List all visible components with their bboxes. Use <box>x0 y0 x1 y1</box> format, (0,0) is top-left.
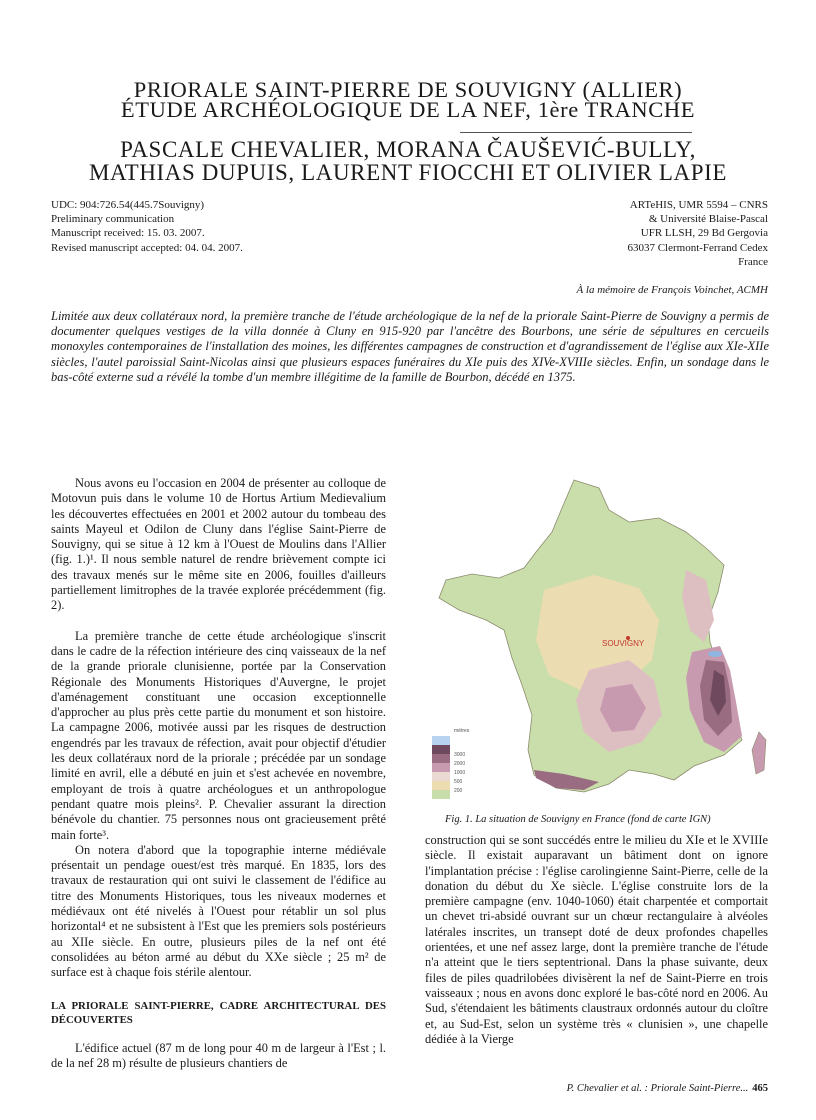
paragraph: L'édifice actuel (87 m de long pour 40 m de largeur à l'Est ; l. de la nef 28 m) résulte de plusieurs chantiers de <box>51 1040 386 1070</box>
legend-swatch <box>432 781 450 790</box>
page-footer <box>567 1083 768 1094</box>
map-of-france <box>424 470 774 810</box>
accepted-date: Revised manuscript accepted: 04. 04. 2007. <box>51 241 243 254</box>
paragraph: Nous avons eu l'occasion en 2004 de présenter au colloque de Motovun puis dans le volume 10 de Hortus Artium Medievalium les découvertes effectuées en 2001 et 2002 autour du tombeau des saints Mayeul et Odilon de Cluny dans l'église Saint-Pierre de Souvigny, qui se situe à 12 km à l'Ouest de Moulins dans l'Allier (fig. 1.)¹. Il nous semble naturel de rendre brièvement compte ici des travaux menés sur le même site en 2006, fouilles d'ailleurs partiellement limitrophes de la travée explorée précédemment (fig. 2). <box>51 476 386 613</box>
received-date: Manuscript received: 15. 03. 2007. <box>51 227 205 240</box>
udc-code: UDC: 904:726.54(445.7Souvigny) <box>51 199 205 211</box>
section-heading: LA PRIORALE SAINT-PIERRE, CADRE ARCHITECTURAL DES DÉCOUVERTES <box>51 999 386 1026</box>
legend-swatch <box>432 745 450 754</box>
affiliation-line: ARTeHIS, UMR 5594 – CNRS <box>629 199 768 211</box>
running-head: P. Chevalier et al. : Priorale Saint-Pierre... <box>566 1083 749 1094</box>
body-column-right <box>425 833 768 1047</box>
legend <box>432 736 465 799</box>
article-metadata <box>51 198 243 255</box>
authors-line-1: PASCALE CHEVALIER, MORANA ČAUŠEVIĆ-BULLY, <box>120 137 696 162</box>
legend-swatch <box>432 772 450 781</box>
authors-line-2: MATHIAS DUPUIS, LAURENT FIOCCHI ET OLIVIER LAPIE <box>88 160 728 185</box>
lake-geneva <box>708 651 722 657</box>
paragraph: construction qui se sont succédés entre le milieu du XIe et le XVIIIe siècle. Il existait auparavant un bâtiment dont on ignore l'implantation précise : l'église carolingienne Saint-Pierre, celle de la donation du début du Xe siècle. L'église construite lors de la première campagne (env. 1040-1060) était charpentée et comportait un chevet tri-absidé ouvrant sur un chœur rectangulaire à alvéoles latérales inscrites, un transept doté de deux profondes chapelles orientées, et une nef assez large, dont la première tranche de l'étude n'a atteint que le tiers septentrional. Dans la phase suivante, deux files de piles quadrilobées divisèrent la nef de Saint-Pierre en trois vaisseaux ; nous en avons donc exploré le bas-côté nord en 2006. Au Sud, s'étendaient les bâtiments claustraux ordonnés autour du cloître et, au Sud-Est, selon un système très « clunisien », une chapelle dédiée à la Vierge <box>425 833 768 1046</box>
affiliation-line: UFR LLSH, 29 Bd Gergovia <box>640 227 768 240</box>
paragraph: On notera d'abord que la topographie interne médiévale présentait un pendage ouest/est très marqué. En 1835, lors des travaux de restauration qui ont suivi le classement de l'édifice au titre des Monuments Historiques, tous les niveaux modernes et médiévaux ont été nivelés à l'Ouest pour rétablir un sol plus horizontal⁴ et ne subsistent à l'Est que les premiers sols postérieurs au XIIe siècle. En outre, plusieurs piles de la nef ont été consolidées au béton armé au début du XXe siècle ; 25 m² de surface est à chaque fois stérile alentour. <box>51 842 386 980</box>
legend-swatch <box>432 763 450 772</box>
legend-swatch <box>432 790 450 799</box>
title-divider <box>460 132 692 133</box>
author-affiliation <box>627 198 768 269</box>
article-title-line-2: ÉTUDE ARCHÉOLOGIQUE DE LA NEF, 1ère TRANCHE <box>120 97 696 122</box>
legend-label: 200 <box>454 788 463 794</box>
figure-caption: Fig. 1. La situation de Souvigny en France (fond de carte IGN) <box>445 814 711 825</box>
legend-label: 1000 <box>454 770 466 776</box>
affiliation-line: 63037 Clermont-Ferrand Cedex <box>627 241 768 254</box>
article-type: Preliminary communication <box>51 213 175 226</box>
legend-unit: mètres <box>454 728 470 734</box>
legend-swatch <box>432 754 450 763</box>
article-title-line-1: PRIORALE SAINT-PIERRE DE SOUVIGNY (ALLIER) <box>133 77 683 102</box>
body-column-left <box>51 476 386 1071</box>
legend-swatch <box>432 736 450 745</box>
souvigny-label: SOUVIGNY <box>602 639 645 648</box>
abstract: Limitée aux deux collatéraux nord, la première tranche de l'étude archéologique de la nef de la priorale Saint-Pierre de Souvigny a permis de documenter quelques vestiges de la villa donnée à Cluny en 915-920 par l'ancêtre des Bourbons, une série de sépultures en cercueils monoxyles contemporaines de l'installation des moines, les différentes campagnes de construction et d'agrandissement de l'église aux XIe-XIIe siècles, l'autel paroissial Saint-Nicolas ainsi que plusieurs espaces funéraires du XIe puis des XIVe-XVIIIe siècles. Enfin, un sondage dans le bas-côté externe sud a révélé la tombe d'un membre illégitime de la famille de Bourbon, décédé en 1375. <box>51 309 769 384</box>
page-number: 465 <box>752 1083 768 1094</box>
legend-label: 3000 <box>454 752 466 758</box>
affiliation-line: France <box>738 255 768 268</box>
paragraph: La première tranche de cette étude archéologique s'inscrit dans le cadre de la réfection intérieure des cinq vaisseaux de la nef de la grande priorale clunisienne, portée par la Conservation Régionale des Monuments Historiques d'Auvergne, le projet d'aménagement constituant une occasion exceptionnelle d'approcher au plus près cette partie du monument et son histoire. La campagne 2006, motivée aussi par les risques de destruction engendrés par les travaux de réfection, avait pour objectif d'étudier les deux collatéraux nord de la priorale ; précédée par un sondage limité en avril, elle a débuté en juin et s'est achevée en novembre, employant de trois à quatre archéologues et un anthropologue pendant quatre mois pleins². P. Chevalier assurant la direction bénévole du chantier. 75 personnes nous ont gracieusement prêté main forte³. <box>51 628 386 842</box>
corsica <box>752 732 766 774</box>
figure-map-france <box>424 470 774 810</box>
legend-label: 2000 <box>454 761 466 767</box>
dedication: À la mémoire de François Voinchet, ACMH <box>576 284 768 296</box>
affiliation-line: & Université Blaise-Pascal <box>648 213 768 226</box>
legend-label: 500 <box>454 779 463 785</box>
